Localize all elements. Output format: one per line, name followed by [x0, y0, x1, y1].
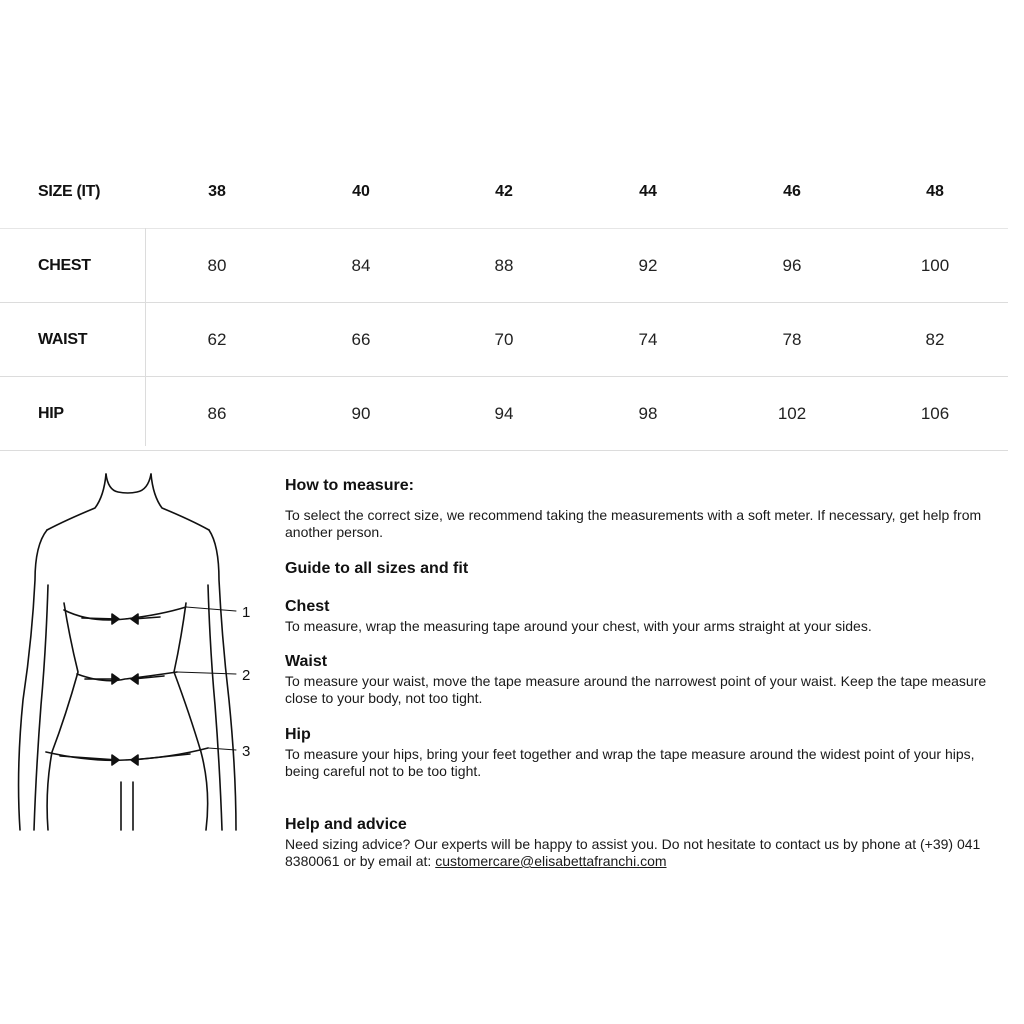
chest-text: To measure, wrap the measuring tape around your chest, with your arms straight at your sides. [285, 618, 872, 634]
table-cell: 94 [494, 404, 514, 423]
table-cell: 66 [351, 330, 371, 349]
hip-text: To measure your hips, bring your feet together and wrap the tape measure around the widest point of your hips, being careful not to be too tight. [285, 746, 975, 779]
help-title: Help and advice [285, 816, 407, 833]
waist-title: Waist [285, 653, 328, 670]
size-46-header: 46 [783, 183, 801, 200]
body-measurement-diagram-icon [0, 460, 270, 835]
size-44-header: 44 [639, 183, 657, 200]
size-header-label: SIZE (IT) [38, 183, 101, 200]
left-arm-inner-icon [34, 585, 48, 830]
torso-left-side-icon [47, 603, 78, 830]
table-cell: 82 [925, 330, 945, 349]
row-label-waist: WAIST [38, 331, 88, 348]
right-arm-inner-icon [208, 585, 222, 830]
size-table [0, 155, 1008, 451]
table-cell: 92 [638, 256, 658, 275]
table-cell: 62 [207, 330, 227, 349]
table-cell: 80 [207, 256, 227, 275]
table-cell: 84 [351, 256, 371, 275]
row-label-hip: HIP [38, 405, 64, 422]
help-paragraph [285, 836, 1010, 870]
leader-line-2-icon [177, 672, 236, 674]
marker-2: 2 [242, 667, 251, 684]
chest-title: Chest [285, 598, 330, 615]
table-cell: 70 [494, 330, 514, 349]
table-cell: 88 [494, 256, 514, 275]
leader-line-1-icon [186, 607, 236, 611]
legs-icon [121, 782, 133, 830]
table-cell: 102 [777, 404, 807, 423]
table-cell: 78 [782, 330, 802, 349]
table-cell: 100 [920, 256, 950, 275]
table-cell: 106 [920, 404, 950, 423]
table-cell: 86 [207, 404, 227, 423]
table-header-row [0, 155, 1008, 229]
row-label-chest: CHEST [38, 257, 91, 274]
left-shoulder-icon [47, 474, 106, 530]
neck-line-icon [106, 474, 151, 493]
waist-text: To measure your waist, move the tape measure around the narrowest point of your waist. Keep the tape measure close to your body, not too tight. [285, 673, 987, 706]
size-48-header: 48 [926, 183, 944, 200]
guide-title: Guide to all sizes and fit [285, 560, 469, 577]
table-row-waist [0, 303, 1008, 377]
table-cell: 90 [351, 404, 371, 423]
customercare-email-link[interactable]: customercare@elisabettafranchi.com [435, 853, 667, 869]
table-cell: 98 [638, 404, 658, 423]
table-cell: 74 [638, 330, 658, 349]
size-40-header: 40 [352, 183, 370, 200]
size-38-header: 38 [208, 183, 226, 200]
table-row-chest [0, 229, 1008, 303]
torso-right-side-icon [174, 603, 208, 830]
leader-line-3-icon [208, 748, 236, 750]
table-cell: 96 [782, 256, 802, 275]
help-text: Need sizing advice? Our experts will be happy to assist you. Do not hesitate to contact us by phone at (+39) 041 8380061 or by email at: [285, 836, 981, 869]
hip-title: Hip [285, 726, 311, 743]
how-to-measure-title: How to measure: [285, 477, 414, 494]
right-shoulder-icon [151, 474, 209, 530]
how-to-measure-text: To select the correct size, we recommend taking the measurements with a soft meter. If necessary, get help from another person. [285, 507, 982, 540]
marker-1: 1 [242, 604, 251, 621]
table-row-hip [0, 377, 1008, 451]
size-42-header: 42 [495, 183, 513, 200]
column-divider [145, 228, 146, 446]
marker-3: 3 [242, 743, 251, 760]
